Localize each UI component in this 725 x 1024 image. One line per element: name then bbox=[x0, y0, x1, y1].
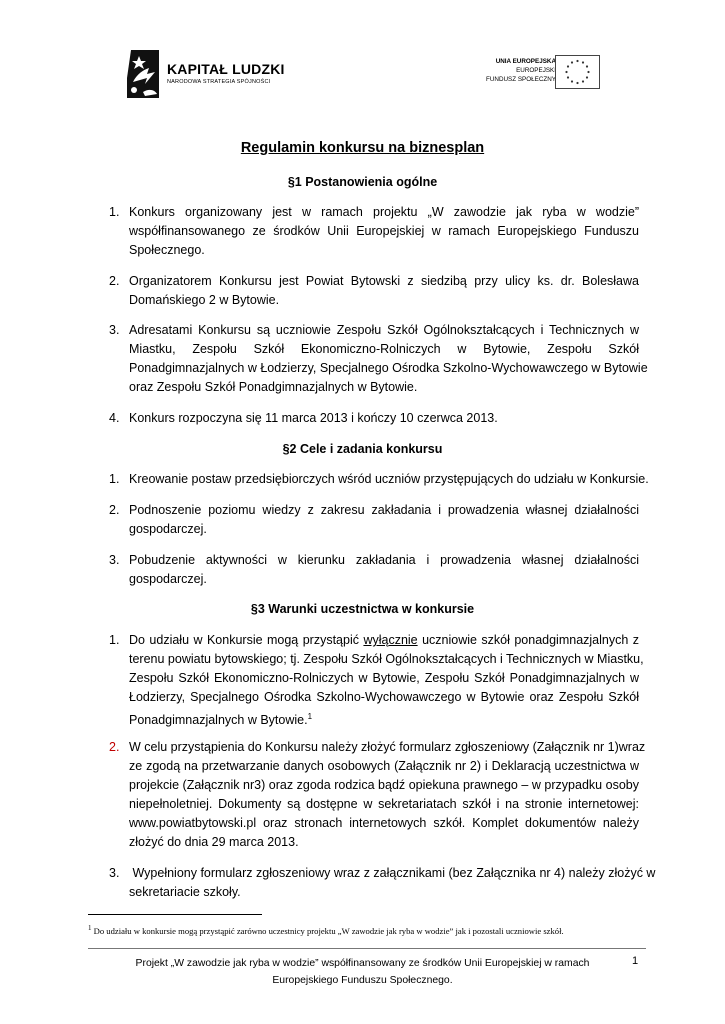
section-2-heading: §2 Cele i zadania konkursu bbox=[282, 442, 443, 456]
kapital-ludzki-emblem-icon bbox=[125, 48, 163, 100]
eu-logo-line-3: FUNDUSZ SPOŁECZNY bbox=[486, 75, 556, 83]
document-title: Regulamin konkursu na biznesplan bbox=[240, 140, 485, 156]
paragraph-line: Domańskiego 2 w Bytowie. bbox=[129, 293, 280, 307]
eu-logo-line-2: EUROPEJSKI bbox=[516, 66, 556, 74]
footnote-separator bbox=[88, 914, 262, 915]
section-1-heading: §1 Postanowienia ogólne bbox=[287, 175, 438, 189]
paragraph-line: terenu powiatu bytowskiego; tj. Zespołu Szkół Ogólnokształcących i Technicznych w Miastku, bbox=[129, 652, 644, 666]
paragraph-line: współfinansowanego ze środków Unii Europejskiej w ramach Europejskiego Funduszu bbox=[129, 224, 639, 238]
list-number: 1. bbox=[109, 205, 120, 219]
text-span: Ponadgimnazjalnych w Bytowie. bbox=[129, 713, 308, 728]
paragraph-line: ze zgodą na przetwarzanie danych osobowych (Załącznik nr 2) i Deklaracją uczestnictwa w bbox=[129, 759, 639, 773]
paragraph-line: Łodzierzy, Specjalnego Ośrodka Szkolno-Wychowawczego w Bytowie oraz Zespołu Szkół bbox=[129, 690, 639, 704]
footer-line-2: Europejskiego Funduszu Społecznego. bbox=[272, 975, 453, 986]
paragraph-line: Pobudzenie aktywności w kierunku zakładania i prowadzenia własnej działalności bbox=[129, 553, 639, 567]
paragraph-line: oraz Zespołu Szkół Ponadgimnazjalnych w Bytowie. bbox=[129, 380, 418, 394]
footnote-text: Do udziału w konkursie mogą przystąpić zarówno uczestnicy projektu „W zawodzie jak ryba w wodzie” jak i pozostali uczniowie szkół. bbox=[93, 925, 564, 936]
page-number: 1 bbox=[632, 955, 639, 967]
paragraph-line: Zespołu Szkół Ekonomiczno-Rolniczych w Bytowie, Zespołu Szkół Ponadgimnazjalnych w bbox=[129, 671, 639, 685]
paragraph-line: W celu przystąpienia do Konkursu należy złożyć formularz zgłoszeniowy (Załącznik nr 1)wraz bbox=[129, 740, 646, 754]
text-span: uczniowie szkół ponadgimnazjalnych z bbox=[417, 633, 639, 647]
paragraph-line bbox=[129, 707, 312, 731]
paragraph-line: Ponadgimnazjalnych w Łodzierzy, Specjalnego Ośrodka Szkolno-Wychowawczego w Bytowie bbox=[129, 361, 648, 375]
eu-logo-line-1: UNIA EUROPEJSKA bbox=[495, 58, 556, 65]
list-number: 1. bbox=[109, 472, 120, 486]
kapital-ludzki-subtitle: NARODOWA STRATEGIA SPÓJNOŚCI bbox=[167, 79, 271, 85]
list-number: 3. bbox=[109, 866, 120, 880]
list-number-red: 2. bbox=[109, 740, 120, 754]
paragraph-line: Kreowanie postaw przedsiębiorczych wśród uczniów przystępujących do udziału w Konkursie. bbox=[129, 472, 649, 486]
list-number: 3. bbox=[109, 553, 120, 567]
eu-flag-icon bbox=[555, 55, 600, 89]
eu-stars-icon bbox=[556, 56, 599, 88]
paragraph-line: Konkurs rozpoczyna się 11 marca 2013 i kończy 10 czerwca 2013. bbox=[129, 411, 498, 425]
paragraph-line: niepełnoletniej. Dokumenty są dostępne w sekretariatach szkół i na stronie internetowej: bbox=[129, 797, 639, 811]
list-number: 3. bbox=[109, 323, 120, 337]
list-number: 1. bbox=[109, 633, 120, 647]
section-3-heading: §3 Warunki uczestnictwa w konkursie bbox=[250, 602, 475, 616]
footnote bbox=[88, 924, 564, 936]
footer-line-1: Projekt „W zawodzie jak ryba w wodzie” współfinansowany ze środków Unii Europejskiej w ramach bbox=[135, 958, 590, 969]
paragraph-line bbox=[129, 631, 639, 651]
paragraph-line: Wypełniony formularz zgłoszeniowy wraz z załącznikami (bez Załącznika nr 4) należy złożyć w bbox=[129, 866, 656, 880]
kapital-ludzki-title: KAPITAŁ LUDZKI bbox=[167, 61, 285, 77]
paragraph-line: www.powiatbytowski.pl oraz stronach internetowych szkół. Komplet dokumentów należy bbox=[129, 816, 639, 830]
paragraph-line: Podnoszenie poziomu wiedzy z zakresu zakładania i prowadzenia własnej działalności bbox=[129, 503, 639, 517]
footer-rule bbox=[88, 948, 646, 949]
paragraph-line: gospodarczej. bbox=[129, 572, 207, 586]
footnote-mark: 1 bbox=[88, 924, 92, 932]
paragraph-line: Adresatami Konkursu są uczniowie Zespołu Szkół Ogólnokształcących i Technicznych w bbox=[129, 323, 639, 337]
list-number: 4. bbox=[109, 411, 120, 425]
paragraph-line: złożyć do dnia 29 marca 2013. bbox=[129, 835, 299, 849]
paragraph-line: Miastku, Zespołu Szkół Ekonomiczno-Rolniczych w Bytowie, Zespołu Szkół bbox=[129, 342, 639, 356]
underlined-word: wyłącznie bbox=[363, 633, 418, 647]
footnote-reference: 1 bbox=[307, 712, 313, 721]
eu-efs-logo bbox=[466, 55, 602, 91]
list-number: 2. bbox=[109, 503, 120, 517]
paragraph-line: gospodarczej. bbox=[129, 522, 207, 536]
paragraph-line: sekretariacie szkoły. bbox=[129, 885, 241, 899]
text-span: Do udziału w Konkursie mogą przystąpić bbox=[129, 633, 364, 647]
paragraph-line: Społecznego. bbox=[129, 243, 205, 257]
kapital-ludzki-logo bbox=[125, 48, 305, 100]
eu-logo-text bbox=[486, 58, 556, 84]
paragraph-line: Organizatorem Konkursu jest Powiat Bytowski z siedzibą przy ulicy ks. dr. Bolesława bbox=[129, 274, 639, 288]
paragraph-line: projekcie (Załącznik nr3) oraz zgoda rodzica bądź opiekuna prawnego – w przypadku osoby bbox=[129, 778, 639, 792]
list-number: 2. bbox=[109, 274, 120, 288]
paragraph-line: Konkurs organizowany jest w ramach projektu „W zawodzie jak ryba w wodzie” bbox=[129, 205, 639, 219]
